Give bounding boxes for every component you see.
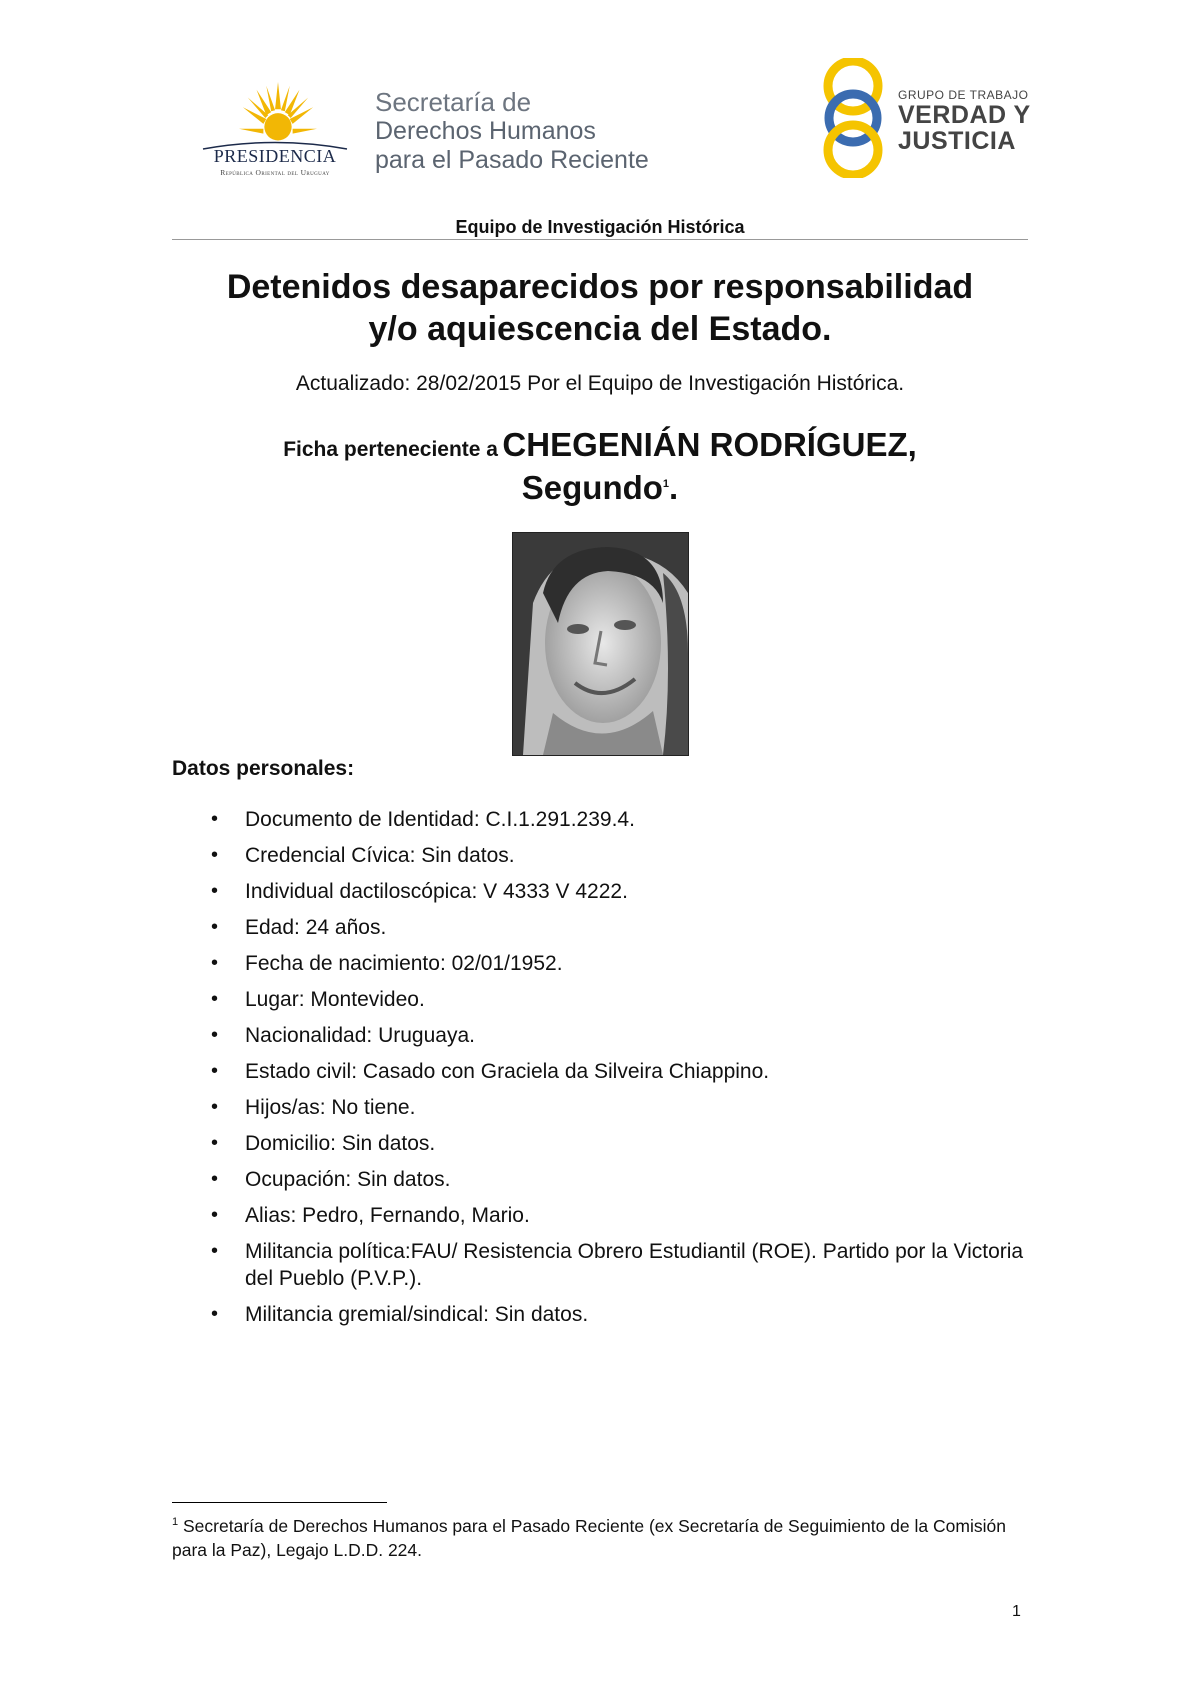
list-item: • Individual dactiloscópica: V 4333 V 4222. [211,880,628,903]
list-item: • Domicilio: Sin datos. [211,1132,436,1155]
ficha-prefix: Ficha perteneciente a [283,438,498,461]
footnote-number: 1 [172,1516,179,1528]
bullet-icon: • [211,880,219,902]
list-item: • Estado civil: Casado con Graciela da Silveira Chiappino. [211,1060,770,1083]
presidencia-subtitle: República Oriental del Uruguay [220,168,330,177]
bullet-icon: • [211,988,219,1010]
bullet-icon: • [211,952,219,974]
list-item: • Nacionalidad: Uruguaya. [211,1024,475,1047]
list-item: • Lugar: Montevideo. [211,988,425,1011]
section-title: Datos personales: [172,757,355,780]
footnote-divider [172,1502,387,1503]
list-item: • Credencial Cívica: Sin datos. [211,844,515,867]
title-line-2: y/o aquiescencia del Estado. [368,310,832,348]
bullet-icon: • [211,1060,219,1082]
presidencia-wordmark: PRESIDENCIA [213,146,337,166]
secretaria-line1: Secretaría de [375,87,532,117]
presidencia-logo [195,80,355,180]
list-item: • Edad: 24 años. [211,916,387,939]
secretaria-logo [375,88,705,175]
bullet-icon: • [211,1204,219,1226]
list-item: • Fecha de nacimiento: 02/01/1952. [211,952,563,975]
ficha-given-name: Segundo [521,469,663,506]
bullet-icon: • [211,1096,219,1118]
page-number: 1 [1012,1603,1021,1620]
bullet-icon: • [211,1024,219,1046]
bullet-icon: • [211,1132,219,1154]
ficha-end: . [669,469,679,506]
bullet-icon: • [211,844,219,866]
linked-rings-icon [818,58,888,178]
header-divider [172,239,1028,240]
portrait-photo [512,532,689,756]
bullet-icon: • [211,916,219,938]
vyj-verdad: VERDAD Y [898,101,1031,129]
list-item: • Documento de Identidad: C.I.1.291.239.4. [211,808,635,831]
footnote [172,1510,1032,1562]
bullet-icon: • [211,1168,219,1190]
secretaria-line3: para el Pasado Reciente [375,146,649,174]
ficha-surname: CHEGENIÁN RODRÍGUEZ, [502,426,917,463]
team-header: Equipo de Investigación Histórica [455,217,745,237]
personal-data-list [172,806,1032,1337]
vyj-justicia: JUSTICIA [898,127,1016,155]
title-line-1: Detenidos desaparecidos por responsabilidad [226,268,974,306]
list-item: • Hijos/as: No tiene. [211,1096,416,1119]
bullet-icon: • [211,808,219,830]
secretaria-line2: Derechos Humanos [375,117,596,145]
list-item: • Militancia política:FAU/ Resistencia Obrero Estudiantil (ROE). Partido por la Victoria del Pueblo (P.V.P.). [211,1240,1024,1290]
footnote-ref: 1 [662,478,670,490]
bullet-icon: • [211,1303,219,1325]
updated-line: Actualizado: 28/02/2015 Por el Equipo de Investigación Histórica. [295,372,905,395]
document-title [172,266,1028,350]
list-item: • Ocupación: Sin datos. [211,1168,451,1191]
list-item: • Alias: Pedro, Fernando, Mario. [211,1204,530,1227]
verdad-justicia-logo [818,58,1031,178]
portrait-image [513,533,688,755]
vyj-group-label: GRUPO DE TRABAJO [898,88,1029,102]
ficha-heading [172,426,1028,508]
footnote-text: Secretaría de Derechos Humanos para el Pasado Reciente (ex Secretaría de Seguimiento de la Comisión para la Paz), Legajo L.D.D. 224. [172,1515,1006,1560]
list-item: • Militancia gremial/sindical: Sin datos. [211,1303,589,1326]
bullet-icon: • [211,1240,219,1262]
